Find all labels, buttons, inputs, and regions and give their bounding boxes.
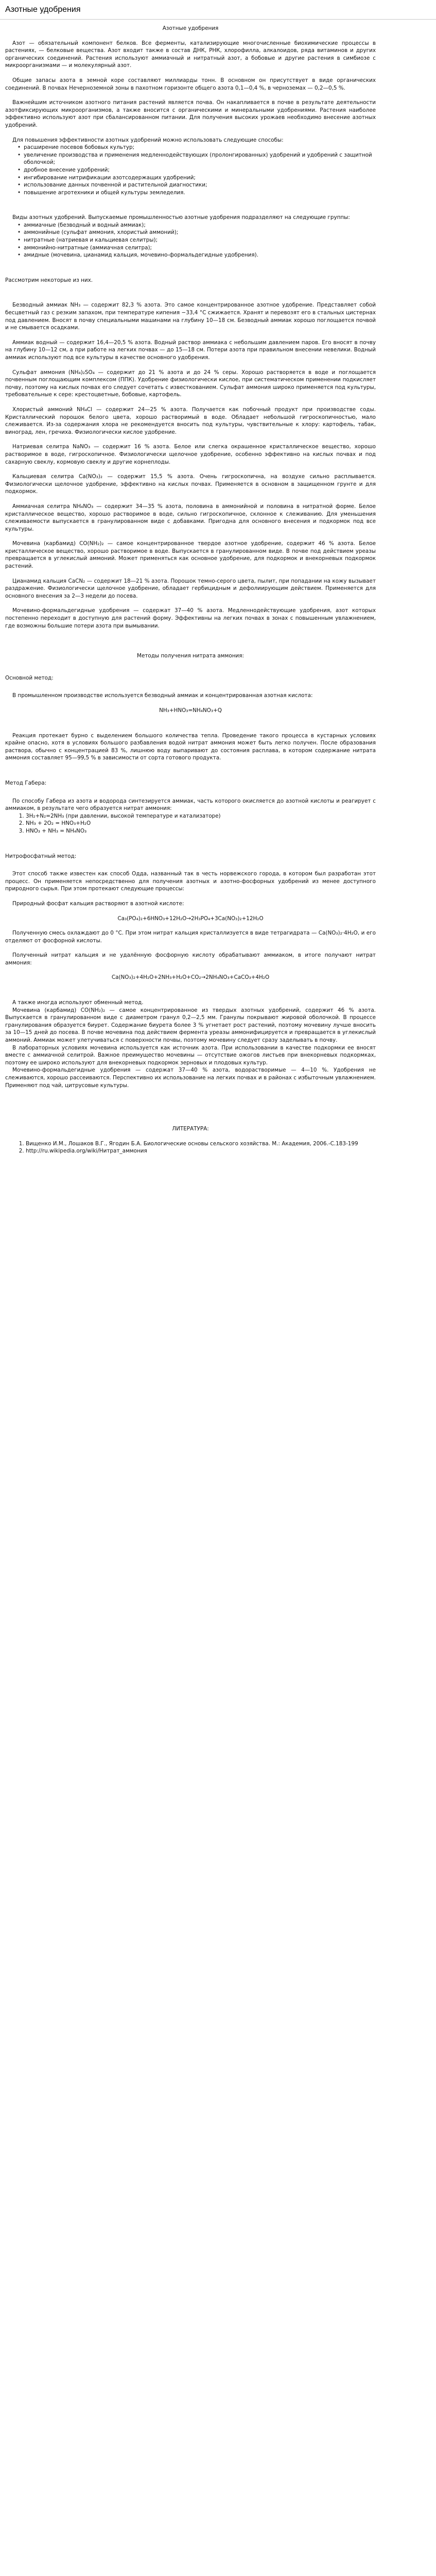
closing-paragraph: Мочевина (карбамид) CO(NH₂)₂ — самое концентрированное из твердых азотных удобрений, содержит 46 % азота. Выпускается в гранулированном виде с диаметром гранул 0,2—2,5 мм. Гранулы покрывают жировой оболочкой. В процессе гранулирования образуется биурет. Содержание биурета более 3 % угнетает рост растений, поэтому мочевину лучше вносить за 10—15 дней до посева. В почве мочевина под действием фермента уреазы аммонифицируется и превращается в углекислый аммоний. Аммиак может улетучиваться с поверхности почвы, поэтому мочевину следует сразу заделывать в почву.: [5, 1007, 376, 1044]
haber-steps: [5, 812, 376, 835]
list-item: • увеличение производства и применения медленнодействующих (пролонгированных) удобрений и удобрений с защитной оболочкой;: [18, 151, 376, 166]
intro-paragraph: Общие запасы азота в земной коре составляют миллиарды тонн. В основном он присутствует в виде органических соединений. В почвах Нечерноземной зоны в пахотном горизонте общего азота 0,1—0,4 %, в черноземах — 0,2—0,5 %.: [5, 77, 376, 91]
closing-paragraph: А также иногда используют обменный метод.: [12, 999, 144, 1006]
reference-item: 1. Вищенко И.М., Лошаков В.Г., Ягодин Б.А. Биологические основы сельского хозяйства. М.: Академия, 2006.-С.183-199: [26, 1140, 376, 1148]
closing-paragraph: В лабораторных условиях мочевина используется как источник азота. При использовании в качестве подкормки ее вносят вместе с аммиачной селитрой. Важное преимущество мочевины — отсутствие ожогов листьев при внекорневых подкормках, поэтому ее широко используют для внекорневых подкормок зерновых и плодовых культур.: [5, 1044, 376, 1066]
article-paragraph: Натриевая селитра NaNO₃ — содержит 16 % азота. Белое или слегка окрашенное кристаллическое вещество, хорошо растворимое в воде, гигроскопичное. Физиологически щелочное удобрение, особенно эффективно на кислых почвах и под сахарную свеклу, кормовую свеклу и другие корнеплоды.: [5, 444, 376, 465]
article-paragraph: Аммиачная селитра NH₄NO₃ — содержит 34—35 % азота, половина в аммонийной и половина в нитратной форме. Белое кристаллическое вещество, хорошо растворимое в воде, сильно гигроскопичное, склонное к слеживанию. Для уменьшения слеживаемости выпускается в гранулированном виде с добавками. Пригодна для основного внесения и подкормок под все культуры.: [5, 503, 376, 532]
article-paragraph: Хлористый аммоний NH₄Cl — содержит 24—25 % азота. Получается как побочный продукт при производстве соды. Кристаллический порошок белого цвета, хорошо растворимый в воде. Обладает небольшой гигроскопичностью, мало слеживается. Из-за содержания хлора не рекомендуется вносить под культуры, чувствительные к хлору: картофель, табак, виноград, лен, гречиха. Физиологически кислое удобрение.: [5, 406, 376, 435]
list-item: • аммиачные (безводный и водный аммиак);: [18, 222, 376, 229]
haber-method-label: Метод Габера:: [5, 779, 47, 786]
nitrophosphate-after-1: Полученную смесь охлаждают до 0 °С. При этом нитрат кальция кристаллизуется в виде тетрагидрата — Ca(NO₃)₂·4H₂O, и его отделяют от фосфорной кислоты.: [5, 930, 376, 944]
kinds-lead: Виды азотных удобрений. Выпускаемые промышленностью азотные удобрения подразделяют на следующие группы:: [12, 214, 350, 221]
page-title: Азотные удобрения: [5, 5, 81, 14]
article-paragraph: Цианамид кальция CaCN₂ — содержит 18—21 % азота. Порошок темно-серого цвета, пылит, при попадании на кожу вызывает раздражение. Физиологически щелочное удобрение, обладает гербицидным и дефолиирующим действием. Применяется для основного внесения за 2—3 недели до посева.: [5, 578, 376, 599]
list-item: • амидные (мочевина, цианамид кальция, мочевино-формальдегидные удобрения).: [18, 251, 376, 259]
closing-paragraph: Мочевино-формальдегидные удобрения — содержат 37—40 % азота, водорастворимые — 4—10 %. Удобрения не слеживаются, хорошо рассеиваются. Перспективно их использование на легких почвах и в районах с избыточным увлажнением. Применяют под чай, цитрусовые культуры.: [5, 1067, 376, 1089]
section-heading-obtaining: Методы получения нитрата аммония:: [136, 653, 244, 659]
list-item: • нитратные (натриевая и кальциевая селитры);: [18, 236, 376, 244]
document-body: [5, 25, 376, 1155]
reference-link[interactable]: 2. http://ru.wikipedia.org/wiki/Нитрат_аммония: [26, 1147, 376, 1155]
nitrophosphate-method-label: Нитрофосфатный метод:: [5, 853, 77, 859]
list-item: • аммонийные (сульфат аммония, хлористый аммоний);: [18, 229, 376, 236]
nitrophosphate-text: Этот способ также известен как способ Одда, названный так в честь норвежского города, в котором был разработан этот процесс. Он применяется непосредственно для получения азотных и азотно-фосфорных удобрений из менее доступного природного сырья. При этом протекают следующие процессы:: [5, 871, 376, 892]
list-item: • дробное внесение удобрений;: [18, 166, 376, 174]
formula-step: 3. HNO₃ + NH₃ = NH₄NO₃: [26, 827, 376, 835]
literature-list: [5, 1140, 376, 1155]
list-item: • использование данных почвенной и растительной диагностики;: [18, 181, 376, 189]
formula-step: 2. NH₃ + 2O₂ = HNO₃+H₂O: [26, 820, 376, 827]
article-paragraph: Аммиак водный — содержит 16,4—20,5 % азота. Водный раствор аммиака с небольшим давлением паров. Его вносят в почву на глубину 10—12 см, а при работе на легких почвах — до 15—18 см. Потери азота при правильном внесении невелики. Водный аммиак используют под все культуры в качестве основного удобрения.: [5, 339, 376, 361]
kinds-list: [5, 222, 376, 259]
article-paragraph: Мочевина (карбамид) CO(NH₂)₂ — самое концентрированное твердое азотное удобрение, содержит 46 % азота. Белое кристаллическое вещество, хорошо растворимое в воде. Выпускается в гранулированном виде. В почве под действием уреазы превращается в углекислый аммоний. Может применяться как основное удобрение, для подкормок и внекорневых подкормок растений.: [5, 540, 376, 570]
list-item: • ингибирование нитрификации азотсодержащих удобрений;: [18, 174, 376, 182]
formula-nitro-2: Ca(NO₃)₂+4H₂O+2NH₃+H₂O+CO₂→2NH₄NO₃+CaCO₃+4H₂O: [111, 974, 270, 981]
intro-paragraph: Для повышения эффективности азотных удобрений можно использовать следующие способы:: [12, 137, 284, 143]
list-item: • расширение посевов бобовых культур;: [18, 144, 376, 151]
main-method-note: Реакция протекает бурно с выделением большого количества тепла. Проведение такого процесса в кустарных условиях крайне опасно, хотя в условиях большого разбавления водой нитрат аммония может быть легко получен. После образования раствора, обычно с концентрацией 83 %, лишнюю воду выпаривают до состояния расплава, в котором содержание нитрата аммония составляет 95—99,5 % в зависимости от сорта готового продукта.: [5, 732, 376, 761]
title-bar: [0, 0, 436, 20]
intro-paragraph: Важнейшим источником азотного питания растений является почва. Он накапливается в почве в результате деятельности азотфиксирующих микроорганизмов, а также вносится с органическими и минеральными удобрениями. Растения наиболее эффективно используют азот при сбалансированном питании. Для получения высоких урожаев необходимо внесение азотных удобрений.: [5, 99, 376, 128]
section-heading-intro: Азотные удобрения: [162, 25, 219, 31]
literature-heading: ЛИТЕРАТУРА:: [172, 1126, 209, 1132]
main-method-label: Основной метод:: [5, 674, 54, 681]
list-item: • аммонийно-нитратные (аммиачная селитра);: [18, 244, 376, 252]
nitrophosphate-subtext: Природный фосфат кальция растворяют в азотной кислоте:: [12, 900, 184, 907]
methods-list: [5, 144, 376, 196]
formula-main: NH₃+HNO₃=NH₄NO₃+Q: [159, 707, 222, 714]
list-item: • повышение агротехники и общей культуры земледелия.: [18, 189, 376, 197]
article-paragraph: Кальциевая селитра Ca(NO₃)₂ — содержит 15,5 % азота. Очень гигроскопична, на воздухе сильно расплывается. Физиологически щелочное удобрение, эффективно на кислых почвах. Применяется в основном в защищенном грунте и для подкормок.: [5, 473, 376, 495]
article-paragraph: Сульфат аммония (NH₄)₂SO₄ — содержит до 21 % азота и до 24 % серы. Хорошо растворяется в воде и поглощается почвенным поглощающим комплексом (ППК). Удобрение физиологически кислое, при систематическом применении подкисляет почву, поэтому на кислых почвах его следует сочетать с известкованием. Сульфат аммония широко применяется под культуры, требовательные к сере: крестоцветные, бобовые, картофель.: [5, 369, 376, 398]
article-paragraph: Мочевино-формальдегидные удобрения — содержат 37—40 % азота. Медленнодействующие удобрения, азот которых постепенно переходит в доступную для растений форму. Эффективны на легких почвах в зонах с повышенным увлажнением, где возможны большие потери азота при вымывании.: [5, 607, 376, 629]
formula-nitro-1: Ca₃(PO₄)₂+6HNO₃+12H₂O→2H₃PO₄+3Ca(NO₃)₂+12H₂O: [117, 915, 264, 922]
formula-step: 1. 3H₂+N₂=2NH₃ (при давлении, высокой температуре и катализаторе): [26, 812, 376, 820]
article-paragraph: Безводный аммиак NH₃ — содержит 82,3 % азота. Это самое концентрированное азотное удобрение. Представляет собой бесцветный газ с резким запахом, при температуре кипения −33,4 °C сжижается. Хранят и перевозят его в стальных цистернах под давлением. Вносят в почву специальными машинами на глубину 10—18 см. Безводный аммиак хорошо поглощается почвой и не смывается осадками.: [5, 302, 376, 331]
main-method-text: В промышленном производстве используется безводный аммиак и концентрированная азотная кислота:: [12, 692, 313, 699]
nitrophosphate-after-2: Полученный нитрат кальция и не удалённую фосфорную кислоту обрабатывают аммиаком, в итоге получают нитрат аммония:: [5, 952, 376, 966]
intro-paragraph: Азот — обязательный компонент белков. Все ферменты, катализирующие многочисленные биохимические процессы в растениях, — белковые вещества. Азот входит также в состав ДНК, РНК, хлорофилла, алкалоидов, ряда витаминов и других органических соединений. Растения используют аммиачный и нитратный азот, а бобовые и другие растения в симбиозе с микроорганизмами — и молекулярный азот.: [5, 40, 376, 69]
haber-method-text: По способу Габера из азота и водорода синтезируется аммиак, часть которого окисляется до азотной кислоты и реагирует с аммиаком, в результате чего образуется нитрат аммония:: [5, 798, 376, 812]
section-consider: Рассмотрим некоторые из них.: [5, 277, 93, 283]
